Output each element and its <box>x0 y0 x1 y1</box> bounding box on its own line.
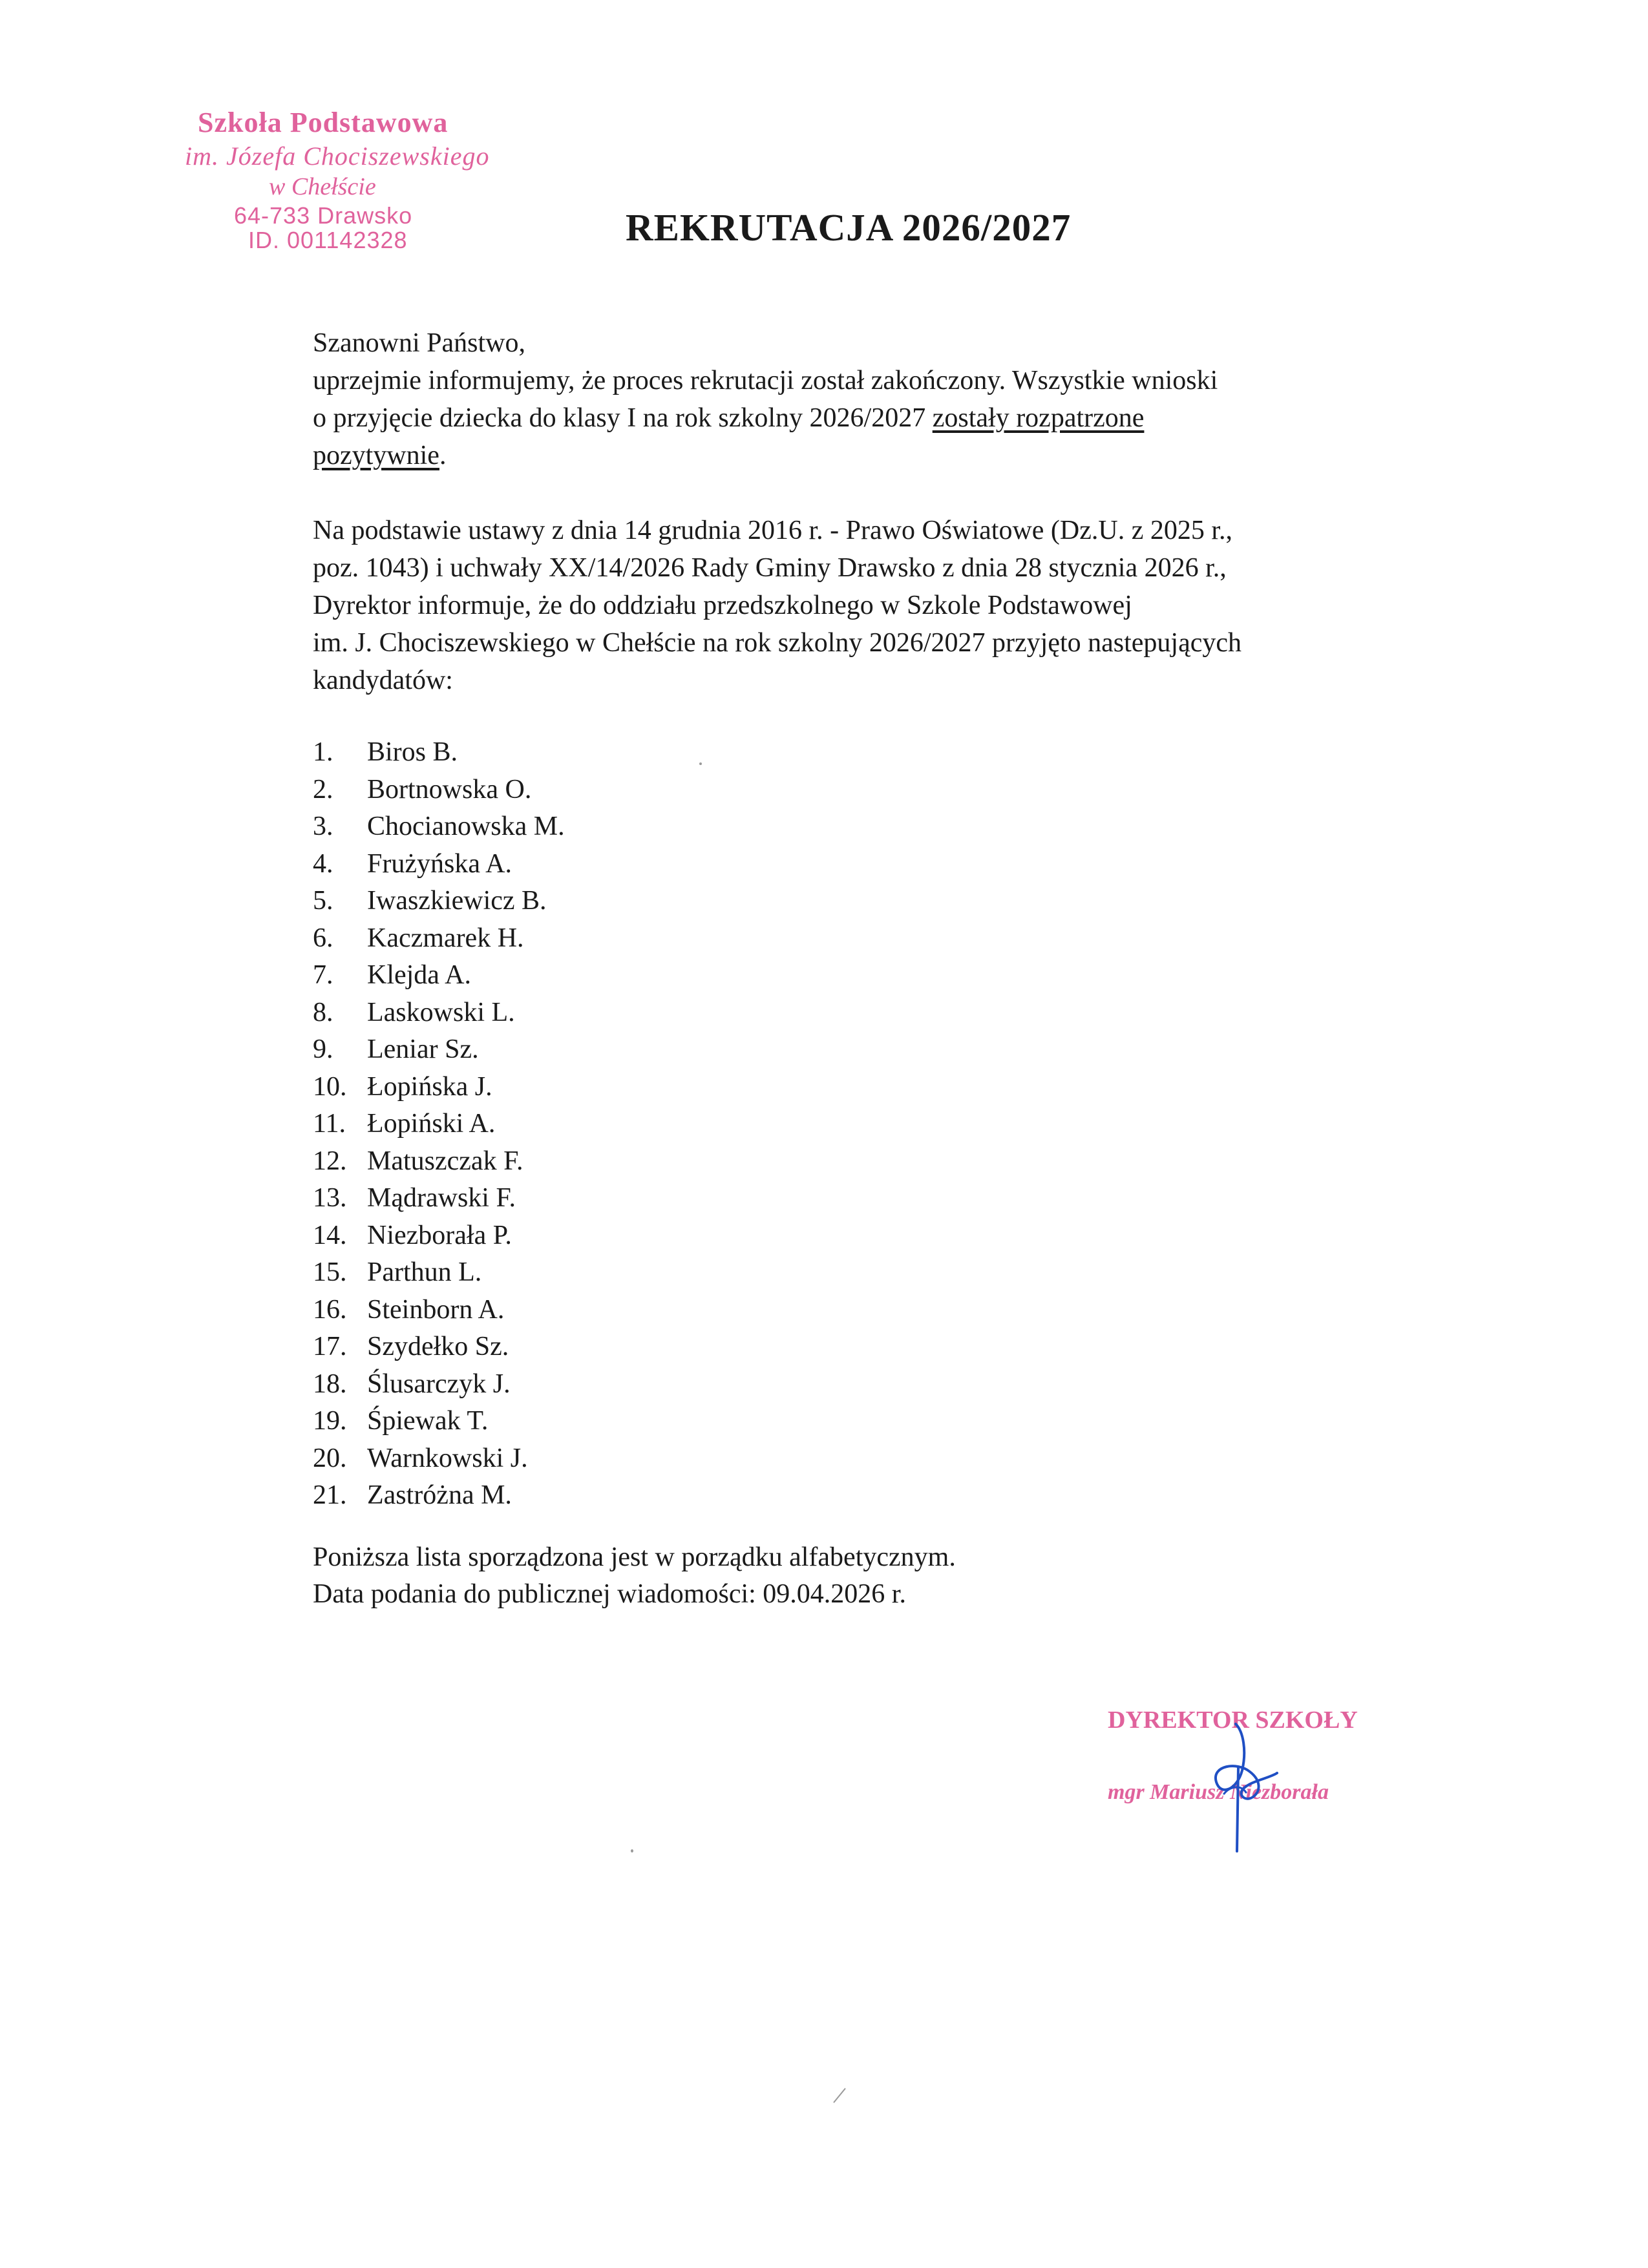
legal-line-3: Dyrektor informuje, że do oddziału przedszkolnego w Szkole Podstawowej <box>313 591 1132 620</box>
list-item-number: 5. <box>313 886 333 916</box>
legal-line-5: kandydatów: <box>313 666 453 695</box>
intro-line-2 <box>313 399 1431 437</box>
list-item <box>313 920 565 958</box>
list-item <box>313 734 565 772</box>
stamp-postal-address: 64-733 Drawsko <box>234 202 413 229</box>
list-item-name: Śpiewak T. <box>367 1406 489 1436</box>
list-item-name: Bortnowska O. <box>367 774 532 804</box>
list-item-name: Frużyńska A. <box>367 848 512 879</box>
stamp-patron: im. Józefa Chociszewskiego <box>185 142 490 171</box>
list-item-number: 2. <box>313 774 333 804</box>
list-item <box>313 1106 565 1143</box>
list-item <box>313 1440 565 1478</box>
list-item-number: 15. <box>313 1257 347 1287</box>
stamp-id: ID. 001142328 <box>248 227 408 253</box>
list-item-number: 1. <box>313 737 333 767</box>
list-item-number: 20. <box>313 1443 347 1473</box>
list-item-number: 14. <box>313 1220 347 1250</box>
alphabetical-note: Poniższa lista sporządzona jest w porządku alfabetycznym. <box>313 1542 956 1572</box>
list-item-name: Warnkowski J. <box>367 1443 528 1473</box>
signature-stroke <box>1237 1768 1238 1851</box>
intro-line-2-text: o przyjęcie dziecka do klasy I na rok szkolny 2026/2027 <box>313 403 926 433</box>
list-item-name: Biros B. <box>367 737 458 767</box>
list-item-name: Szydełko Sz. <box>367 1332 509 1361</box>
intro-paragraph <box>313 324 1431 474</box>
list-item-name: Steinborn A. <box>367 1294 505 1325</box>
intro-positive-underlined: pozytywnie <box>313 441 439 470</box>
list-item-name: Zastróżna M. <box>367 1480 512 1510</box>
publication-date: Data podania do publicznej wiadomości: 09.04.2026 r. <box>313 1579 906 1609</box>
list-item <box>313 1069 565 1106</box>
list-item <box>313 1031 565 1069</box>
intro-decision-underlined: zostały rozpatrzone <box>932 403 1145 433</box>
list-item-name: Łopiński A. <box>367 1109 496 1139</box>
list-item-name: Leniar Sz. <box>367 1034 479 1064</box>
intro-line-1: uprzejmie informujemy, że proces rekrutacji został zakończony. Wszystkie wnioski <box>313 366 1218 395</box>
signature-stroke <box>1216 1724 1277 1799</box>
intro-line-3 <box>313 437 1431 474</box>
list-item <box>313 808 565 846</box>
list-item <box>313 1403 565 1440</box>
list-item <box>313 957 565 994</box>
list-item <box>313 846 565 883</box>
list-item <box>313 1366 565 1403</box>
list-item <box>313 1328 565 1366</box>
list-item <box>313 1143 565 1181</box>
list-item <box>313 1180 565 1217</box>
list-item-number: 10. <box>313 1071 347 1102</box>
list-item-number: 7. <box>313 960 333 990</box>
list-item <box>313 772 565 809</box>
list-item-name: Kaczmarek H. <box>367 923 524 953</box>
list-item-number: 4. <box>313 848 333 879</box>
list-item-number: 21. <box>313 1480 347 1510</box>
list-item <box>313 883 565 920</box>
salutation: Szanowni Państwo, <box>313 328 525 358</box>
list-item <box>313 1254 565 1292</box>
legal-line-4: im. J. Chociszewskiego w Chełście na rok szkolny 2026/2027 przyjęto nastepujących <box>313 628 1242 658</box>
list-item <box>313 994 565 1032</box>
list-item <box>313 1477 565 1515</box>
scan-speck <box>631 1849 633 1853</box>
intro-period: . <box>439 441 447 470</box>
director-signature-block <box>1108 1706 1495 1874</box>
handwritten-signature <box>1108 1706 1495 1874</box>
list-item-number: 17. <box>313 1332 347 1361</box>
list-item-number: 12. <box>313 1146 347 1176</box>
list-item-number: 18. <box>313 1369 347 1399</box>
list-item-number: 6. <box>313 923 333 953</box>
legal-line-2: poz. 1043) i uchwały XX/14/2026 Rady Gminy Drawsko z dnia 28 stycznia 2026 r., <box>313 553 1227 583</box>
list-item-number: 8. <box>313 997 333 1027</box>
list-item-name: Niezborała P. <box>367 1220 512 1250</box>
list-item-number: 11. <box>313 1109 346 1139</box>
list-item-name: Matuszczak F. <box>367 1146 523 1176</box>
legal-basis-paragraph <box>313 512 1431 699</box>
list-item-name: Laskowski L. <box>367 997 515 1027</box>
list-item-number: 19. <box>313 1406 347 1436</box>
scan-mark <box>832 2086 848 2105</box>
director-name: mgr Mariusz Niezborała <box>1108 1780 1329 1804</box>
list-item-name: Iwaszkiewicz B. <box>367 886 547 916</box>
list-item-number: 13. <box>313 1183 347 1213</box>
page-title: REKRUTACJA 2026/2027 <box>626 206 1072 249</box>
scan-speck <box>699 762 702 765</box>
list-item-name: Ślusarczyk J. <box>367 1369 511 1399</box>
stamp-school-name: Szkoła Podstawowa <box>198 107 449 138</box>
legal-line-1: Na podstawie ustawy z dnia 14 grudnia 2016 r. - Prawo Oświatowe (Dz.U. z 2025 r., <box>313 516 1233 545</box>
list-item-name: Klejda A. <box>367 960 471 990</box>
stamp-locality: w Chełście <box>269 173 376 200</box>
list-item-number: 9. <box>313 1034 333 1064</box>
list-item-name: Parthun L. <box>367 1257 482 1287</box>
list-item-number: 16. <box>313 1294 347 1325</box>
list-item <box>313 1217 565 1255</box>
director-title: DYREKTOR SZKOŁY <box>1108 1706 1358 1734</box>
closing-notes <box>313 1539 956 1613</box>
list-item-name: Chocianowska M. <box>367 812 565 841</box>
school-stamp <box>185 109 508 252</box>
candidate-list <box>313 734 565 1515</box>
list-item-name: Mądrawski F. <box>367 1183 516 1213</box>
list-item <box>313 1292 565 1329</box>
list-item-name: Łopińska J. <box>367 1071 492 1102</box>
list-item-number: 3. <box>313 812 333 841</box>
